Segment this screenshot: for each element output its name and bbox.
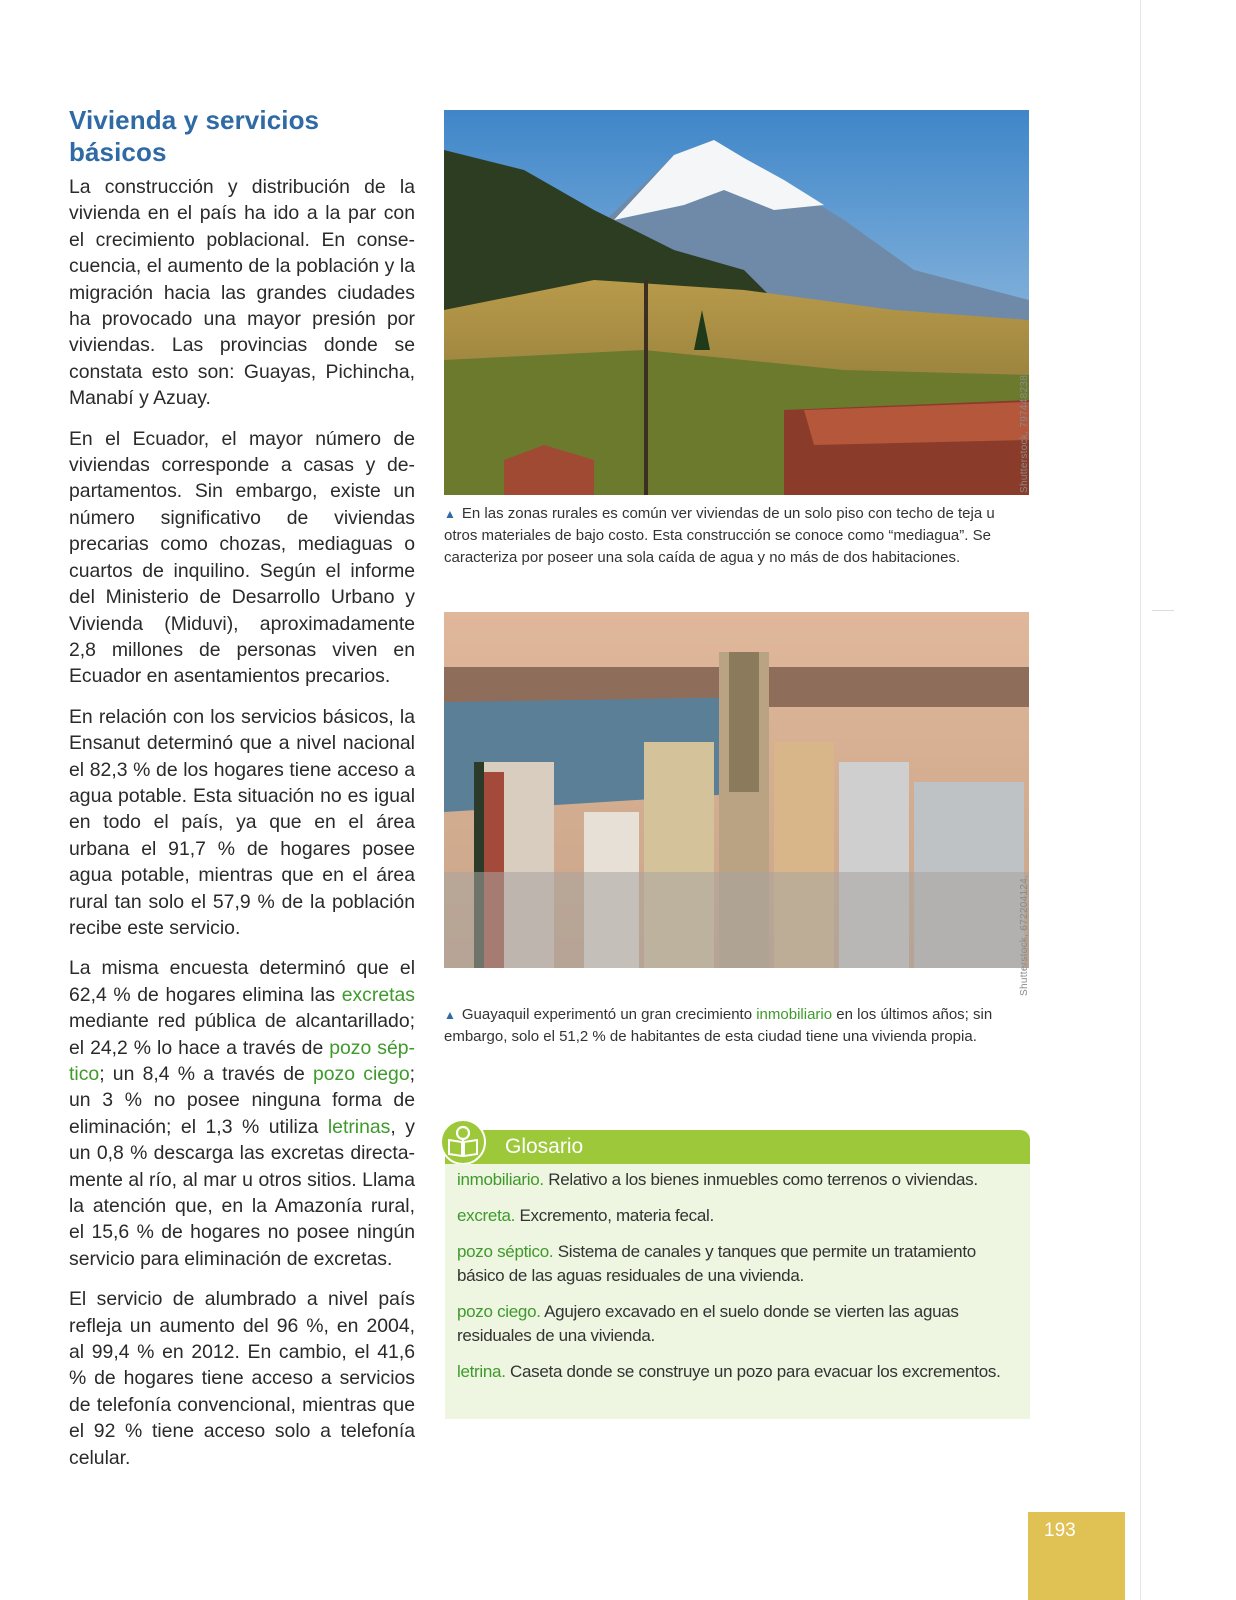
paragraph-5: El servicio de alumbrado a nivel país refleja un aumento del 96 %, en 2004, al 99,4 % en 2012. En cambio, el 41,6 % de hogares tiene acceso a servicios de telefonía convencional, mientras que el 92 % tiene acceso solo a telefonía celular. — [69, 1288, 415, 1469]
glossary-entry — [445, 1204, 1030, 1228]
glossary-definition: Caseta donde se construye un pozo para evacuar los excrementos. — [505, 1362, 1001, 1381]
city-illustration — [444, 612, 1029, 968]
glossary-entry — [445, 1168, 1030, 1192]
p4-text-4: ; un 3 % no posee ninguna forma de eliminación; el 1,3 % utiliza — [69, 1063, 415, 1138]
caption-2 — [444, 1004, 1029, 1048]
photo-guayaquil-city — [444, 612, 1029, 968]
term-letrinas: letrinas — [327, 1115, 391, 1138]
page-number: 193 — [1044, 1520, 1076, 1541]
caption-1 — [444, 503, 1029, 569]
glossary-entry — [445, 1300, 1030, 1348]
main-text-column — [69, 104, 415, 1485]
page-edge-line — [1140, 0, 1141, 1600]
glossary-definition: Relativo a los bienes inmuebles como terrenos o viviendas. — [543, 1170, 978, 1189]
glossary-entry — [445, 1360, 1030, 1384]
glossary-term: letrina. — [457, 1362, 506, 1381]
p4-text-2: mediante red pública de alcantarillado; el 24,2 % lo hace a través de — [69, 1010, 415, 1059]
paragraph-1: La construcción y distribución de la vivienda en el país ha ido a la par con el crecimiento poblacional. En consecuencia, el aumento de la población y la migración hacia las grandes ciudades ha provocado una mayor presión por viviendas. Las provincias donde se constata esto son: Guayas, Pichincha, Manabí y Azuay. — [69, 176, 415, 410]
section-title: Vivienda y servicios básicos — [69, 105, 320, 167]
glossary-definition: Sistema de canales y tanques que permite un tratamiento básico de las aguas residuales de una vivienda. — [457, 1242, 976, 1285]
paragraph-4 — [69, 955, 415, 1272]
glossary-title: Glosario — [505, 1135, 584, 1158]
photo-credit-2: Shutterstock, 672204124. — [1019, 874, 1030, 996]
caption-2-term: inmobiliario — [756, 1006, 833, 1023]
term-pozo-septico: pozo séptico — [69, 1036, 415, 1085]
glossary-definition: Excremento, materia fecal. — [515, 1206, 714, 1225]
glossary-term: pozo séptico. — [457, 1242, 554, 1261]
glossary-term: excreta. — [457, 1206, 516, 1225]
glossary-header — [445, 1130, 1030, 1164]
triangle-marker-icon: ▲ — [444, 507, 456, 521]
caption-1-text: En las zonas rurales es común ver viviendas de un solo piso con techo de teja u otros materiales de bajo costo. Esta construcción se conoce como “mediagua”. Se caracteriza por poseer una sola caída de agua y no más de dos habitaciones. — [444, 505, 995, 566]
book-magnifier-icon — [439, 1118, 487, 1166]
caption-2-text-1: Guayaquil experimentó un gran crecimiento — [461, 1006, 757, 1023]
triangle-marker-icon: ▲ — [444, 1008, 456, 1022]
paragraph-2: En el Ecuador, el mayor número de viviendas corresponde a casas y departamentos. Sin embargo, existe un número significativo de viviendas precarias como chozas, mediaguas o cuartos de inquilino. Según el informe del Ministerio de Desarrollo Urbano y Vivienda (Miduvi), aproximadamente 2,8 millones de personas viven en Ecuador en asentamientos precarios. — [69, 427, 415, 688]
glossary-body — [445, 1164, 1030, 1419]
rural-landscape-illustration — [444, 110, 1029, 495]
paragraph-3: En relación con los servicios básicos, la Ensanut determinó que a nivel nacional el 82,3 % de los hogares tiene acceso a agua potable. Esta situación no es igual en todo el país, ya que en el área urbana el 91,7 % de hogares posee agua potable, mientras que en el área rural tan solo el 57,9 % de la población recibe este servicio. — [69, 705, 415, 939]
p4-text-3: ; un 8,4 % a través de — [99, 1063, 313, 1085]
glossary-term: inmobiliario. — [457, 1170, 544, 1189]
p4-text-5: , y un 0,8 % descarga las excretas directamente al río, al mar u otros sitios. Llama la atención que, en la Amazonía rural, el 15,6 % de hogares no posee ningún servicio para eliminación de excretas. — [69, 1115, 415, 1270]
caption-2-text-2: en los últimos años; sin embargo, solo el 51,2 % de habitantes de esta ciudad tiene una vivienda propia. — [444, 1006, 993, 1045]
term-pozo-ciego: pozo ciego — [312, 1063, 410, 1085]
term-excretas: excretas — [341, 983, 415, 1006]
photo-rural-landscape — [444, 110, 1029, 495]
glossary-definition: Agujero excavado en el suelo donde se vierten las aguas residuales de una vivienda. — [457, 1302, 959, 1345]
glossary-entry — [445, 1240, 1030, 1288]
glossary-box — [445, 1130, 1030, 1419]
glossary-term: pozo ciego. — [457, 1302, 541, 1321]
page-number-tab — [1028, 1512, 1125, 1600]
page-edge-tick — [1152, 610, 1174, 611]
photo-credit-1: Shutterstock, 797448238. — [1019, 371, 1030, 493]
p4-text-1: La misma encuesta determinó que el 62,4 % de hogares elimina las — [69, 957, 415, 1006]
